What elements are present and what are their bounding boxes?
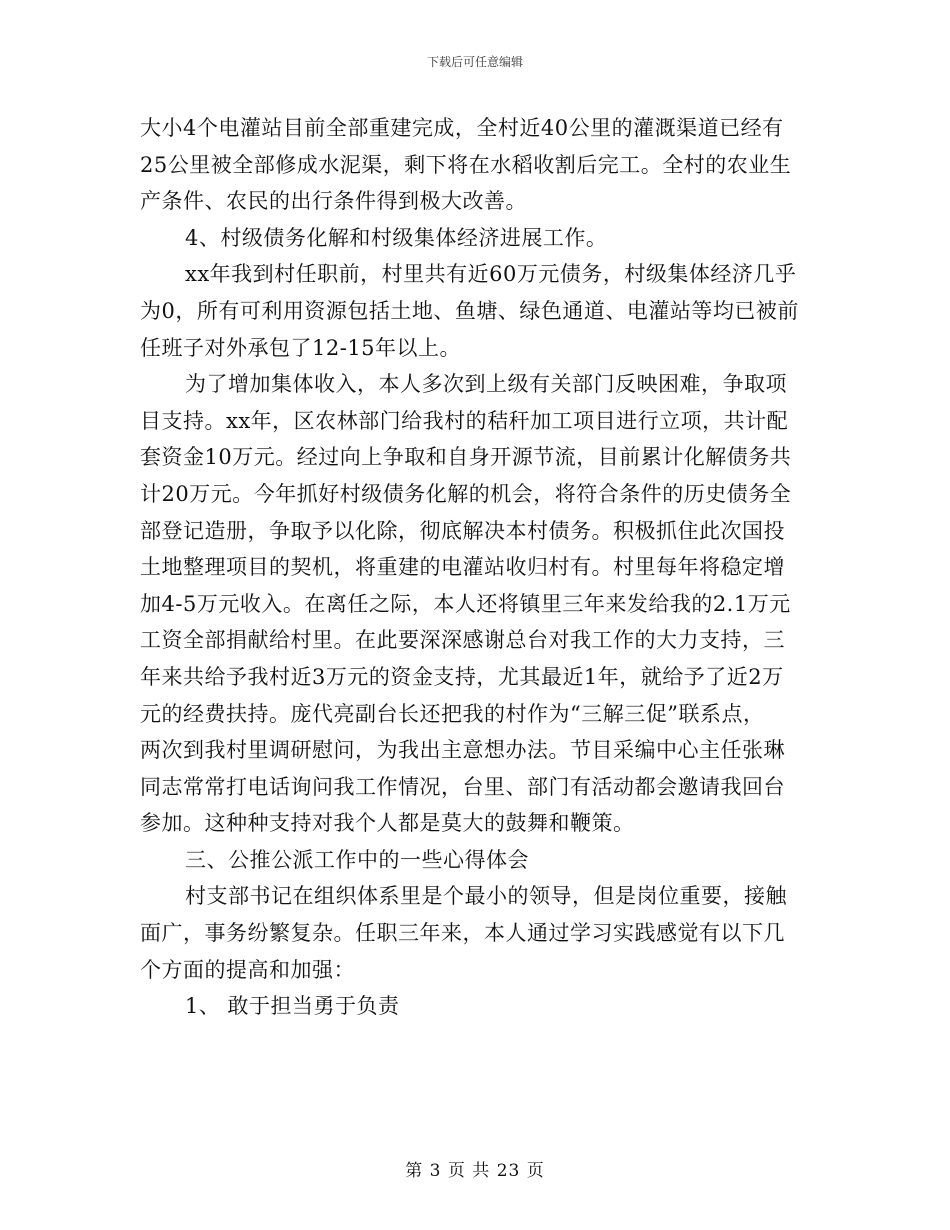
page-footer: 第 3 页 共 23 页: [405, 1161, 545, 1181]
text-line-15: 工资全部捐献给村里。在此要深深感谢总台对我工作的大力支持，三: [140, 628, 785, 653]
text-line-14: 加4-5万元收入。在离任之际，本人还将镇里三年来发给我的2.1万元: [140, 591, 791, 616]
body-text: [140, 110, 812, 1025]
text-line-12: 部登记造册，争取予以化除，彻底解决本村债务。积极抓住此次国投: [140, 518, 785, 543]
text-line-22: 村支部书记在组织体系里是个最小的领导，但是岗位重要，接触: [185, 884, 787, 909]
text-line-18: 两次到我村里调研慰问，为我出主意想办法。节目采编中心主任张琳: [140, 738, 785, 763]
page-header: 下载后可任意编辑: [426, 55, 523, 69]
text-line-2: 25公里被全部修成水泥渠，剩下将在水稻收割后完工。全村的农业生: [140, 152, 792, 177]
text-line-5: xx年我到村任职前，村里共有近60万元债务，村级集体经济几乎: [185, 262, 797, 287]
text-line-9: 目支持。xx年，区农林部门给我村的秸秆加工项目进行立项，共计配: [140, 408, 789, 433]
text-line-21: 三、公推公派工作中的一些心得体会: [185, 847, 529, 872]
text-line-3: 产条件、农民的出行条件得到极大改善。: [140, 189, 527, 214]
text-line-19: 同志常常打电话询问我工作情况，台里、部门有活动都会邀请我回台: [140, 774, 785, 799]
text-line-10: 套资金10万元。经过向上争取和自身开源节流，目前累计化解债务共: [140, 445, 792, 470]
text-line-4: 4、村级债务化解和村级集体经济进展工作。: [185, 225, 608, 250]
text-line-8: 为了增加集体收入，本人多次到上级有关部门反映困难，争取项: [185, 372, 787, 397]
text-line-1: 大小4个电灌站目前全部重建完成，全村近40公里的灌溉渠道已经有: [140, 116, 784, 140]
text-line-11: 计20万元。今年抓好村级债务化解的机会，将符合条件的历史债务全: [140, 481, 792, 506]
text-line-16: 年来共给予我村近3万元的资金支持，尤其最近1年，就给予了近2万: [140, 664, 784, 689]
text-line-13: 土地整理项目的契机，将重建的电灌站收归村有。村里每年将稳定增: [140, 555, 785, 580]
text-line-25: 1、 敢于担当勇于负责: [185, 994, 400, 1019]
text-line-23: 面广，事务纷繁复杂。任职三年来，本人通过学习实践感觉有以下几: [140, 921, 785, 946]
text-line-7: 任班子对外承包了12-15年以上。: [140, 335, 462, 360]
text-line-20: 参加。这种种支持对我个人都是莫大的鼓舞和鞭策。: [140, 811, 635, 836]
text-line-17: 元的经费扶持。庞代亮副台长还把我的村作为“三解三促”联系点，: [140, 701, 765, 726]
text-line-6: 为0，所有可利用资源包括土地、鱼塘、绿色通道、电灌站等均已被前: [140, 298, 799, 323]
text-line-24: 个方面的提高和加强：: [140, 957, 355, 982]
